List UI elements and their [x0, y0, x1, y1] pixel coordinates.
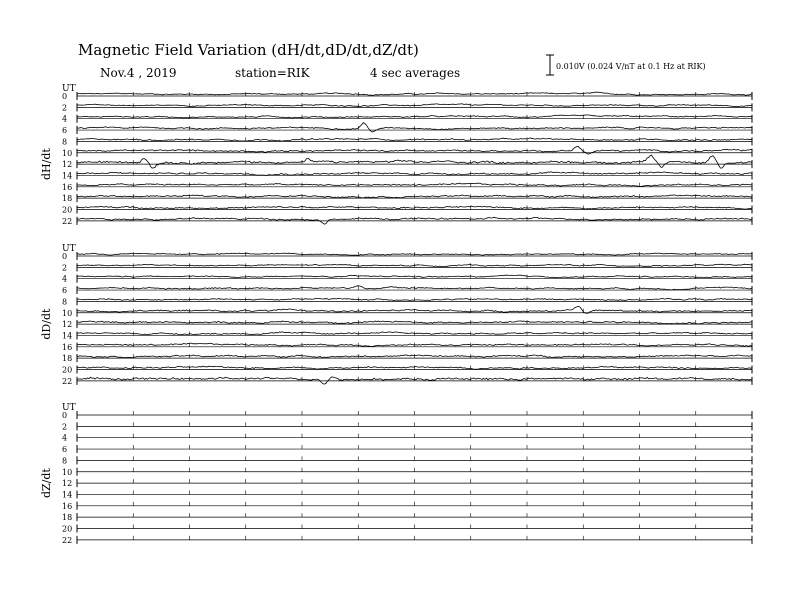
panels-group — [40, 84, 752, 545]
row-label: 20 — [62, 524, 73, 534]
row-label: 2 — [62, 103, 68, 113]
row-label: 16 — [62, 501, 73, 511]
panel-2 — [40, 403, 752, 545]
station-label: station=RIK — [235, 66, 310, 80]
row-label: 12 — [62, 320, 73, 330]
row-label: 20 — [62, 365, 73, 375]
row-label: 10 — [62, 148, 73, 158]
row-label: 4 — [62, 114, 68, 124]
row-label: 18 — [62, 354, 73, 364]
row-label: 6 — [62, 445, 68, 455]
panel-0 — [40, 84, 752, 226]
ut-label: UT — [62, 244, 76, 254]
ut-label: UT — [62, 84, 76, 94]
panel-1 — [40, 244, 752, 386]
row-label: 6 — [62, 126, 68, 136]
ut-label: UT — [62, 403, 76, 413]
row-label: 0 — [62, 92, 68, 101]
row-label: 12 — [62, 479, 73, 489]
row-label: 18 — [62, 513, 73, 523]
scale-label: 0.010V (0.024 V/nT at 0.1 Hz at RIK) — [556, 62, 706, 71]
row-label: 2 — [62, 263, 68, 273]
row-label: 4 — [62, 274, 68, 284]
scale-bar — [546, 55, 554, 75]
row-label: 22 — [62, 376, 73, 386]
panel-ylabel: dZ/dt — [40, 468, 53, 499]
row-label: 10 — [62, 467, 73, 477]
row-label: 8 — [62, 456, 68, 466]
row-label: 2 — [62, 422, 68, 432]
row-label: 6 — [62, 286, 68, 296]
row-label: 8 — [62, 297, 68, 307]
averaging-label: 4 sec averages — [370, 66, 461, 80]
row-label: 10 — [62, 308, 73, 318]
row-label: 16 — [62, 342, 73, 352]
row-label: 18 — [62, 194, 73, 204]
row-label: 0 — [62, 411, 68, 420]
row-label: 14 — [62, 490, 73, 500]
date-label: Nov.4 , 2019 — [100, 66, 177, 80]
chart-title: Magnetic Field Variation (dH/dt,dD/dt,dZ/dt) — [78, 41, 419, 59]
row-label: 20 — [62, 205, 73, 215]
row-label: 16 — [62, 182, 73, 192]
row-label: 12 — [62, 160, 73, 170]
row-label: 14 — [62, 331, 73, 341]
row-label: 8 — [62, 137, 68, 147]
panel-ylabel: dH/dt — [40, 148, 53, 181]
row-label: 22 — [62, 216, 73, 226]
row-label: 14 — [62, 171, 73, 181]
row-label: 0 — [62, 252, 68, 261]
panel-ylabel: dD/dt — [40, 308, 53, 340]
row-label: 22 — [62, 535, 73, 545]
row-label: 4 — [62, 433, 68, 443]
